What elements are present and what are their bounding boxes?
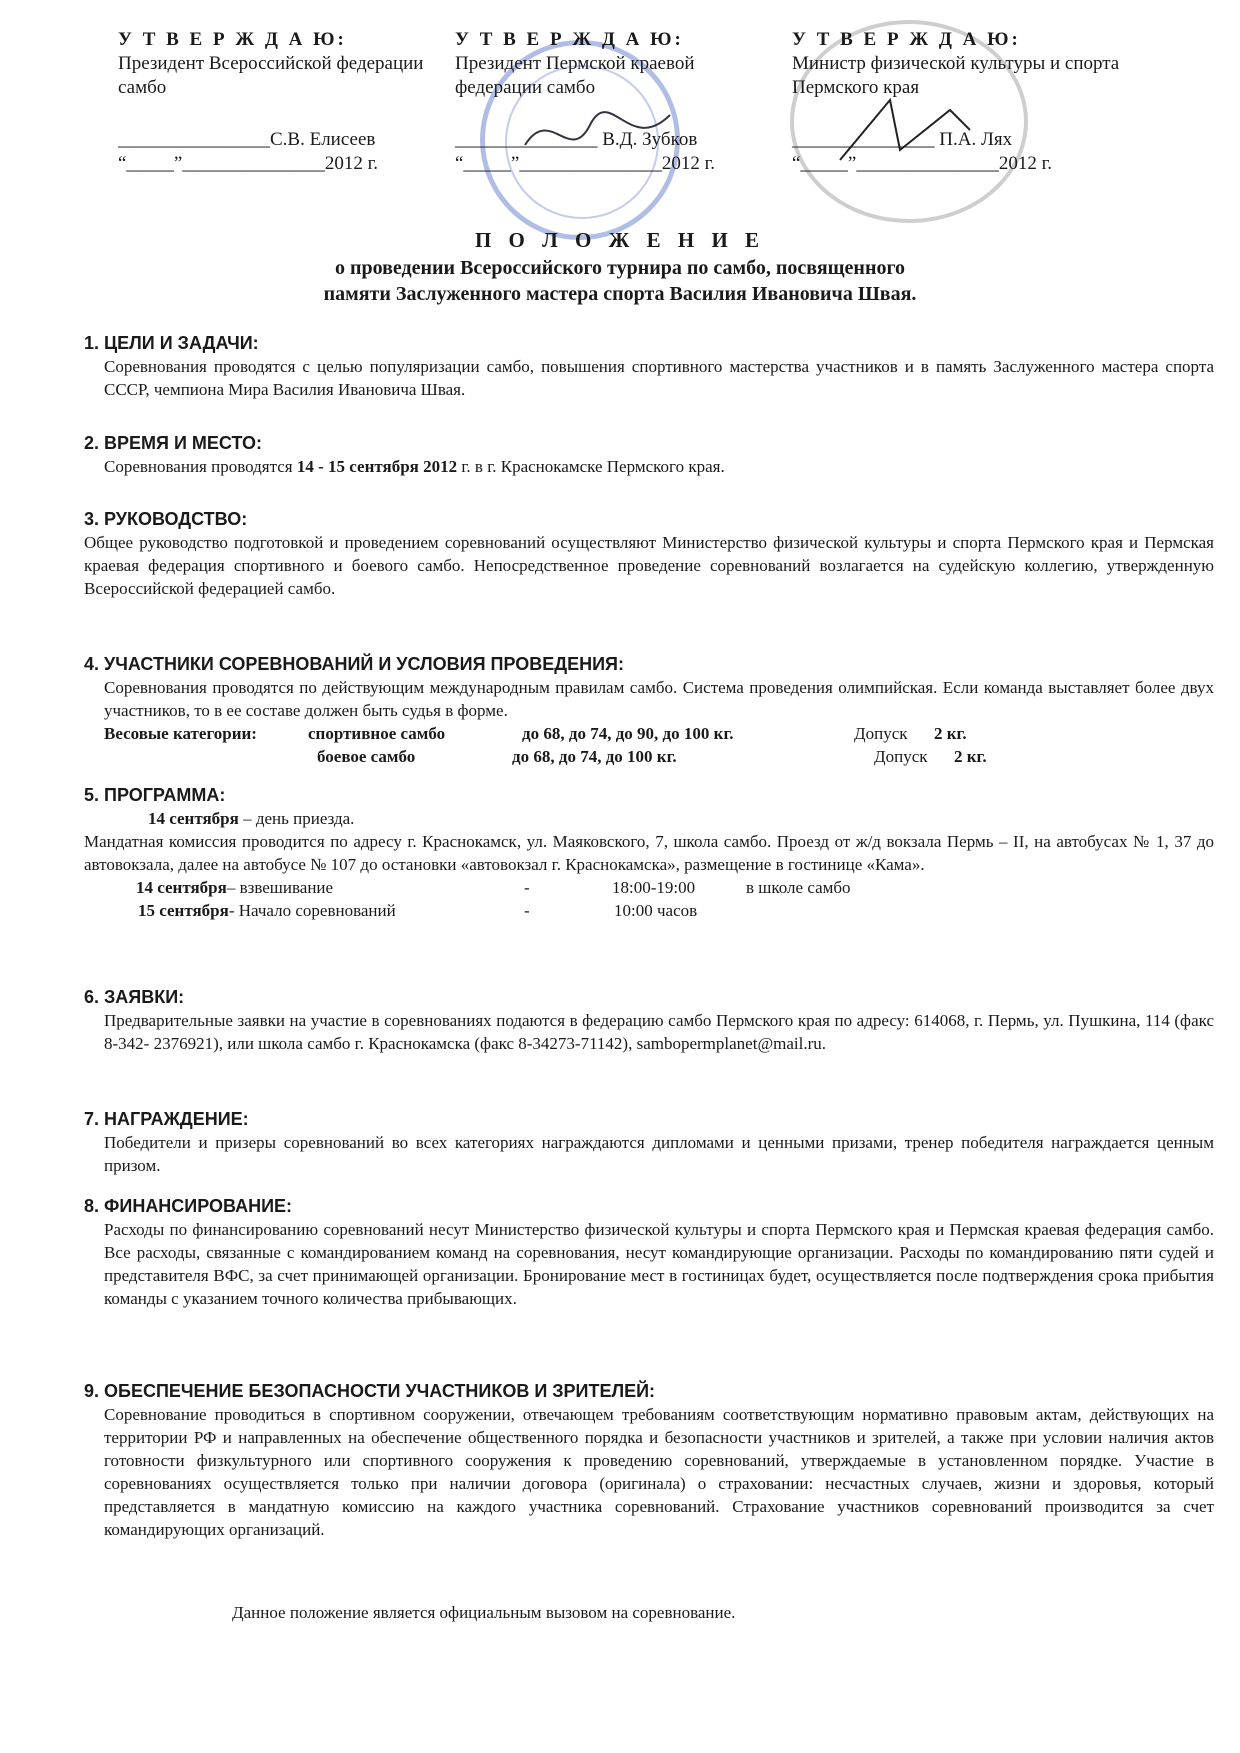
section-text: Соревнование проводиться в спортивном сооружении, отвечающем требованиям соответствующим нормативно правовым актам, действующих на территории РФ и направленных на обеспечение общественного порядка и безопасности участников и зрителей, а также при условии наличия актов готовности физкультурного или спортивного сооружения к проведению соревнований, утверждаемые в установленном порядке. Участие в соревнованиях осуществляется только при наличии договора (оригинала) о страховании: несчастных случаев, жизни и здоровья, который представляется в мандатную комиссию на каждого участника соревнований. Страхование участников соревнований производится за счет командирующих организаций. <box>104 1405 1214 1539</box>
document-subtitle-line1: о проведении Всероссийского турнира по самбо, посвященного <box>334 257 906 279</box>
approval-role: Президент Пермской краевой федерации самбо <box>455 53 695 98</box>
section-text: Общее руководство подготовкой и проведением соревнований осуществляют Министерство физической культуры и спорта Пермского края и Пермская краевая федерация спортивного и боевого самбо. Непосредственное проведение соревнований возлагается на судейскую коллегию, утвержденную Всероссийской федерацией самбо. <box>84 533 1214 598</box>
section-heading: 1. ЦЕЛИ И ЗАДАЧИ: <box>84 333 259 353</box>
section-program <box>84 784 1214 922</box>
approval-block-vfs <box>118 28 438 176</box>
approval-role: Министр физической культуры и спорта Пермского края <box>792 53 1120 98</box>
approval-signature-line: _______________ П.А. Лях <box>792 129 1013 150</box>
section-awards <box>84 1108 1214 1177</box>
section-heading: 7. НАГРАЖДЕНИЕ: <box>84 1109 249 1129</box>
section-financing <box>84 1195 1214 1310</box>
arrival-line: 14 сентября – день приезда. <box>148 809 355 828</box>
section-text: Соревнования проводятся с целью популяризации самбо, повышения спортивного мастерства участников и в память Заслуженного мастера спорта СССР, чемпиона Мира Василия Ивановича Швая. <box>104 357 1214 399</box>
section-text: Соревнования проводятся по действующим международным правилам самбо. Система проведения олимпийская. Если команда выставляет более двух участников, то в ее составе должен быть судья в форме. <box>104 678 1214 720</box>
section-heading: 5. ПРОГРАММА: <box>84 785 226 805</box>
section-management <box>84 508 1214 600</box>
schedule-row: 14 сентября – взвешивание - 18:00-19:00 в школе самбо <box>136 878 851 897</box>
approval-role: Президент Всероссийской федерации самбо <box>118 53 424 98</box>
section-heading: 4. УЧАСТНИКИ СОРЕВНОВАНИЙ И УСЛОВИЯ ПРОВЕДЕНИЯ: <box>84 654 624 674</box>
approval-block-minister <box>792 28 1132 176</box>
section-heading: 2. ВРЕМЯ И МЕСТО: <box>84 433 262 453</box>
document-title: П О Л О Ж Е Н И Е <box>474 228 766 252</box>
section-heading: 6. ЗАЯВКИ: <box>84 987 185 1007</box>
approval-header: У Т В Е Р Ж Д А Ю: <box>792 29 1021 50</box>
approval-date-line: “_____”_______________2012 г. <box>118 153 379 174</box>
approval-signature-line: _______________ В.Д. Зубков <box>455 129 698 150</box>
document-subtitle-line2: памяти Заслуженного мастера спорта Василия Ивановича Швая. <box>323 283 917 305</box>
approval-date-line: “_____”_______________2012 г. <box>792 153 1053 174</box>
section-text: Победители и призеры соревнований во всех категориях награждаются дипломами и ценными призами, тренер победителя награждается ценным призом. <box>104 1133 1214 1175</box>
section-text: Мандатная комиссия проводится по адресу г. Краснокамск, ул. Маяковского, 7, школа самбо. Проезд от ж/д вокзала Пермь – II, на автобусах № 1, 37 до автовокзала, далее на автобусе № 107 до остановки «автовокзал г. Краснокамска», размещение в гостинице «Кама». <box>84 832 1214 874</box>
approval-header: У Т В Е Р Ж Д А Ю: <box>455 29 684 50</box>
weight-row-combat: боевое самбо до 68, до 74, до 100 кг. Допуск 2 кг. <box>317 747 987 766</box>
approval-signature-line: ________________С.В. Елисеев <box>118 129 376 150</box>
section-heading: 9. ОБЕСПЕЧЕНИЕ БЕЗОПАСНОСТИ УЧАСТНИКОВ И ЗРИТЕЛЕЙ: <box>84 1381 656 1401</box>
schedule-row: 15 сентября - Начало соревнований - 10:00 часов <box>138 901 698 920</box>
weights-label: Весовые категории: <box>104 724 257 743</box>
section-participants <box>84 653 1214 768</box>
section-heading: 8. ФИНАНСИРОВАНИЕ: <box>84 1196 293 1216</box>
approval-block-perm-federation <box>455 28 785 176</box>
approval-date-line: “_____”_______________2012 г. <box>455 153 716 174</box>
section-time-place <box>84 432 1214 478</box>
section-safety <box>84 1380 1214 1541</box>
approval-header: У Т В Е Р Ж Д А Ю: <box>118 29 347 50</box>
section-text: Предварительные заявки на участие в соревнованиях подаются в федерацию самбо Пермского края по адресу: 614068, г. Пермь, ул. Пушкина, 114 (факс 8-342- 2376921), или школа самбо г. Краснокамска (факс 8-34273-71142), sambopermplanet@mail.ru. <box>104 1011 1214 1053</box>
section-goals <box>84 332 1214 401</box>
section-text: Соревнования проводятся 14 - 15 сентября 2012 г. в г. Краснокамске Пермского края. <box>104 457 725 476</box>
section-applications <box>84 986 1214 1055</box>
closing-note: Данное положение является официальным вызовом на соревнование. <box>232 1603 736 1622</box>
section-heading: 3. РУКОВОДСТВО: <box>84 509 248 529</box>
weight-row-sport: Весовые категории: спортивное самбо до 68, до 74, до 90, до 100 кг. Допуск 2 кг. <box>104 724 967 743</box>
section-text: Расходы по финансированию соревнований несут Министерство физической культуры и спорта Пермского края и Пермская краевая федерация самбо. Все расходы, связанные с командированием команд на соревнования, несут командирующие организации. Расходы по командированию пяти судей и представителя ВФС, за счет принимающей организации. Бронирование мест в гостиницах будет, осуществляется после подтверждения срока прибытия команды с указанием точного количества прибывающих. <box>104 1220 1214 1308</box>
